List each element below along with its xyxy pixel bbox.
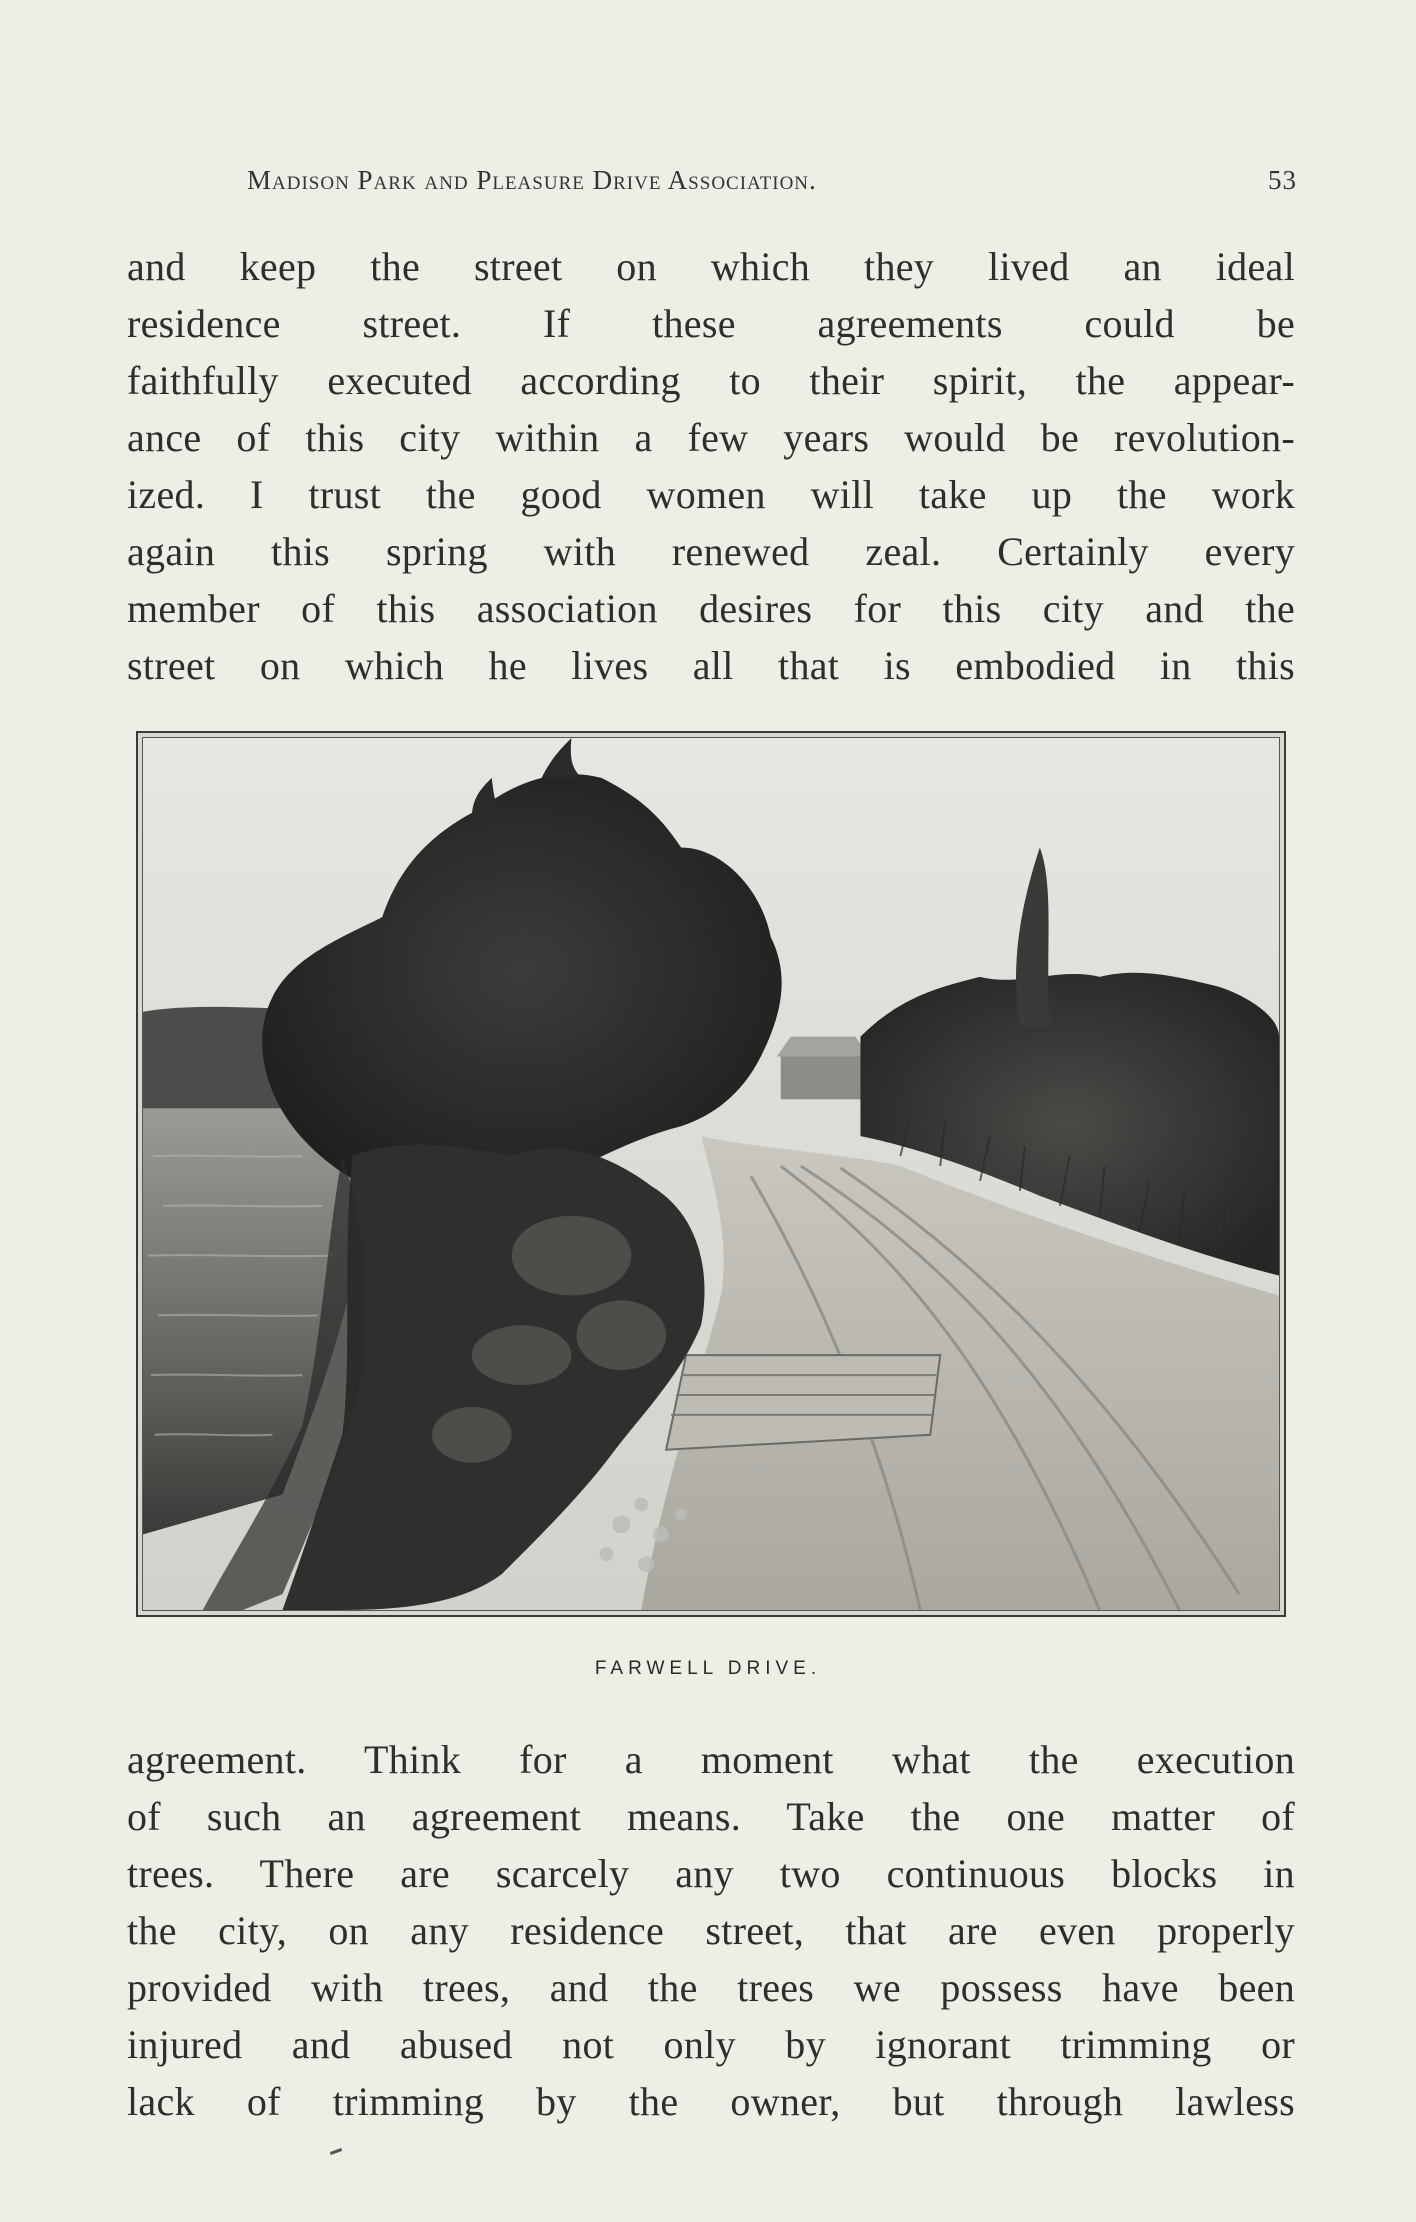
- ink-speck: [330, 2148, 342, 2155]
- text-line: ance of this city within a few years would be revolution-: [127, 415, 1295, 460]
- text-line: again this spring with renewed zeal. Certainly every: [127, 529, 1295, 574]
- text-line: residence street. If these agreements could be: [127, 301, 1295, 346]
- page-number: 53: [1268, 165, 1297, 195]
- text-line: injured and abused not only by ignorant trimming or: [127, 2022, 1295, 2067]
- text-line: the city, on any residence street, that are even properly: [127, 1908, 1295, 1953]
- text-line: agreement. Think for a moment what the execution: [127, 1737, 1295, 1782]
- text-line: of such an agreement means. Take the one matter of: [127, 1794, 1295, 1839]
- text-line: street on which he lives all that is embodied in this: [127, 643, 1295, 688]
- text-line: provided with trees, and the trees we possess have been: [127, 1965, 1295, 2010]
- photograph: [142, 737, 1280, 1611]
- photograph-frame: [136, 731, 1286, 1617]
- running-head: [247, 165, 1297, 205]
- farwell-drive-photo: [143, 738, 1279, 1610]
- paragraph-top: [127, 238, 1295, 694]
- figure-caption: FARWELL DRIVE.: [594, 1658, 822, 1679]
- text-line: and keep the street on which they lived an ideal: [127, 244, 1295, 289]
- text-line: faithfully executed according to their spirit, the appear-: [127, 358, 1295, 403]
- running-head-title: Madison Park and Pleasure Drive Association.: [247, 165, 817, 195]
- text-line: trees. There are scarcely any two continuous blocks in: [127, 1851, 1295, 1896]
- text-line: ized. I trust the good women will take up the work: [127, 472, 1295, 517]
- paragraph-bottom: [127, 1731, 1295, 2130]
- text-line: lack of trimming by the owner, but through lawless: [127, 2079, 1295, 2124]
- text-line: member of this association desires for this city and the: [127, 586, 1295, 631]
